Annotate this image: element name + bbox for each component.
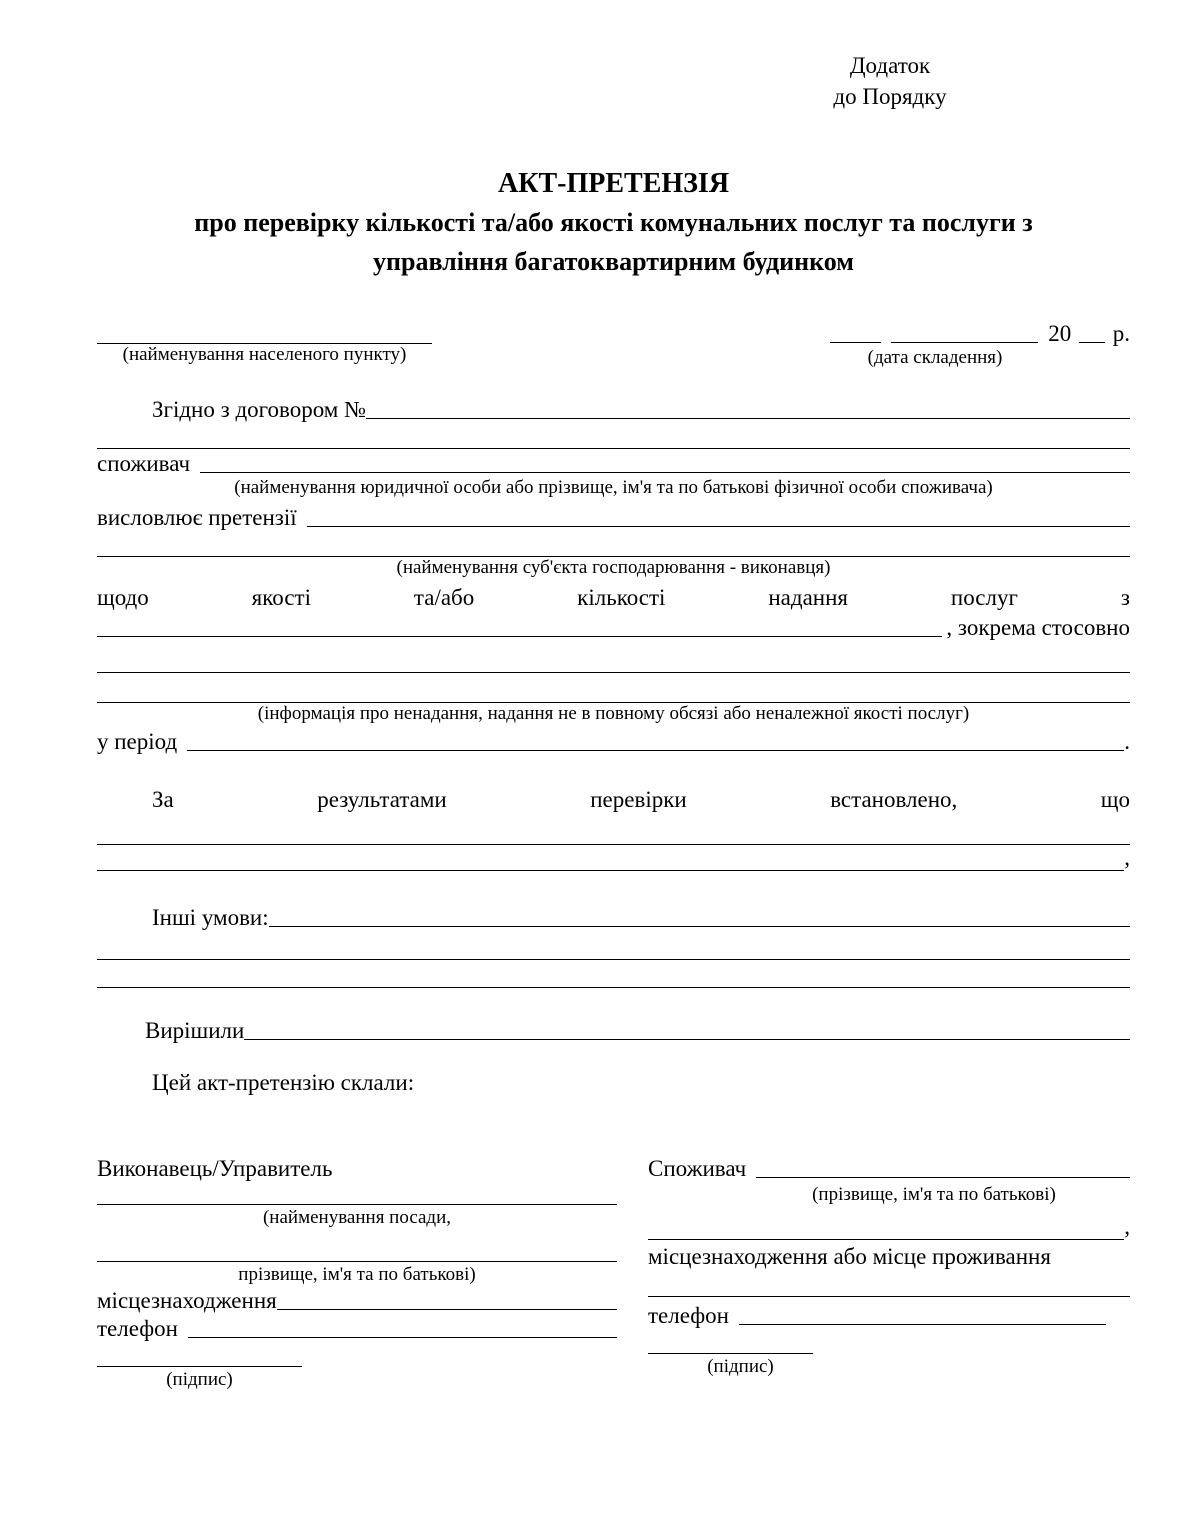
title-line-2: про перевірку кількості та/або якості комунальних послуг та послуги з <box>194 208 1033 237</box>
results-blank-2 <box>97 845 1124 871</box>
results-word-4: встановлено, <box>830 787 958 812</box>
period-blank <box>187 750 1124 751</box>
date-day-blank <box>830 342 881 343</box>
consumer-location-blank <box>648 1270 1130 1297</box>
executor-location-blank <box>277 1309 617 1310</box>
claims-label: висловлює претензії <box>97 505 297 530</box>
concerning-row <box>97 615 1130 641</box>
period-row <box>97 729 1130 755</box>
date-caption: (дата складення) <box>867 347 1003 368</box>
consumer-phone-label: телефон <box>648 1303 729 1328</box>
contract-number-blank <box>366 418 1130 419</box>
executor-signature-caption: (підпис) <box>166 1369 233 1390</box>
consumer-title-row <box>648 1156 1130 1182</box>
info-blank-1 <box>97 641 1130 673</box>
date-row <box>97 321 1130 369</box>
results-word-5: що <box>1100 787 1130 812</box>
title-line-3: управління багатоквартирним будинком <box>373 247 854 276</box>
other-terms-blank <box>269 926 1130 927</box>
executor-name-blank <box>97 1229 617 1262</box>
appendix-line-1: Додаток <box>849 53 931 78</box>
contract-label: Згідно з договором № <box>152 397 367 422</box>
claims-row <box>97 505 1130 531</box>
executor-location-row <box>97 1288 617 1314</box>
results-comma: , <box>1124 845 1130 870</box>
other-terms-row <box>97 905 1130 931</box>
results-line <box>97 785 1130 815</box>
quality-word-1: щодо <box>97 585 149 610</box>
quality-word-5: надання <box>768 585 848 610</box>
decided-label: Вирішили <box>145 1018 245 1043</box>
service-blank <box>97 636 942 637</box>
date-year-prefix: 20 <box>1048 321 1072 346</box>
executor-phone-blank <box>188 1337 617 1338</box>
provider-caption: (найменування суб'єкта господарювання - виконавця) <box>396 557 831 578</box>
consumer-phone-row <box>648 1303 1130 1329</box>
consumer-extra-row <box>648 1214 1130 1240</box>
executor-caption-2: прізвище, ім'я та по батькові) <box>238 1264 476 1285</box>
executor-caption-1: (найменування посади, <box>262 1207 452 1228</box>
period-label: у період <box>97 729 178 754</box>
decided-row <box>97 1018 1130 1044</box>
executor-location-label: місцезнаходження <box>97 1288 277 1313</box>
quality-word-4: кількості <box>577 585 666 610</box>
consumer-phone-blank <box>739 1324 1106 1325</box>
other-terms-label: Інші умови: <box>152 905 269 930</box>
consumer-name-blank-sig <box>756 1177 1130 1178</box>
quality-word-6: послуг <box>950 585 1018 610</box>
settlement-caption: (найменування населеного пункту) <box>122 344 407 365</box>
results-word-1: За <box>152 787 174 812</box>
date-blanks <box>830 321 1130 347</box>
info-caption: (інформація про ненадання, надання не в повному обсязі або неналежної якості послуг) <box>257 703 970 724</box>
appendix-line-2: до Порядку <box>833 84 947 109</box>
consumer-signature-blank <box>648 1329 813 1354</box>
quality-word-2: якості <box>251 585 311 610</box>
consumer-comma: , <box>1124 1214 1130 1239</box>
other-terms-blank-3 <box>97 960 1130 988</box>
consumer-caption: (найменування юридичної особи або прізвище, ім'я та по батькові фізичної особи споживача) <box>234 477 993 498</box>
consumer-row <box>97 451 1130 477</box>
executor-phone-label: телефон <box>97 1316 178 1341</box>
quality-line <box>97 583 1130 613</box>
consumer-title: Споживач <box>648 1156 747 1181</box>
claims-blank <box>307 526 1130 527</box>
consumer-location-label: місцезнаходження або місце проживання <box>648 1244 1051 1269</box>
composed-line: Цей акт-претензію склали: <box>152 1070 415 1095</box>
consumer-signature-block <box>648 1156 1130 1391</box>
date-field <box>830 321 1130 369</box>
executor-phone-row <box>97 1316 617 1342</box>
date-year-suffix: р. <box>1112 321 1131 346</box>
consumer-caption-1: (прізвище, ім'я та по батькові) <box>812 1184 1056 1205</box>
other-terms-blank-2 <box>97 931 1130 960</box>
provider-blank <box>97 531 1130 557</box>
consumer-signature-caption: (підпис) <box>707 1356 774 1377</box>
consumer-name-blank <box>200 472 1130 473</box>
results-blank-2-row <box>97 845 1130 871</box>
period-period: . <box>1124 729 1130 754</box>
info-blank-2 <box>97 673 1130 703</box>
date-month-blank <box>891 342 1038 343</box>
quality-word-3: та/або <box>413 585 475 610</box>
date-year-blank <box>1079 342 1105 343</box>
settlement-blank <box>97 321 432 344</box>
results-word-2: результатами <box>317 787 447 812</box>
results-word-3: перевірки <box>590 787 687 812</box>
executor-position-blank <box>97 1182 617 1205</box>
contract-continuation-blank <box>97 423 1130 449</box>
contract-row <box>97 397 1130 423</box>
signatures-section <box>97 1156 1130 1391</box>
document-title <box>97 164 1130 281</box>
concerning-text: , зокрема стосовно <box>946 615 1130 640</box>
appendix-note <box>800 50 980 112</box>
executor-title: Виконавець/Управитель <box>97 1156 333 1181</box>
consumer-extra-blank <box>648 1217 1124 1240</box>
decided-blank <box>244 1039 1130 1040</box>
results-blank-1 <box>97 815 1130 845</box>
settlement-field <box>97 321 432 369</box>
title-line-1: АКТ-ПРЕТЕНЗІЯ <box>497 168 730 199</box>
consumer-label: споживач <box>97 451 191 476</box>
executor-signature-blank <box>97 1342 302 1367</box>
executor-signature-block <box>97 1156 617 1391</box>
quality-word-7: з <box>1120 585 1130 610</box>
